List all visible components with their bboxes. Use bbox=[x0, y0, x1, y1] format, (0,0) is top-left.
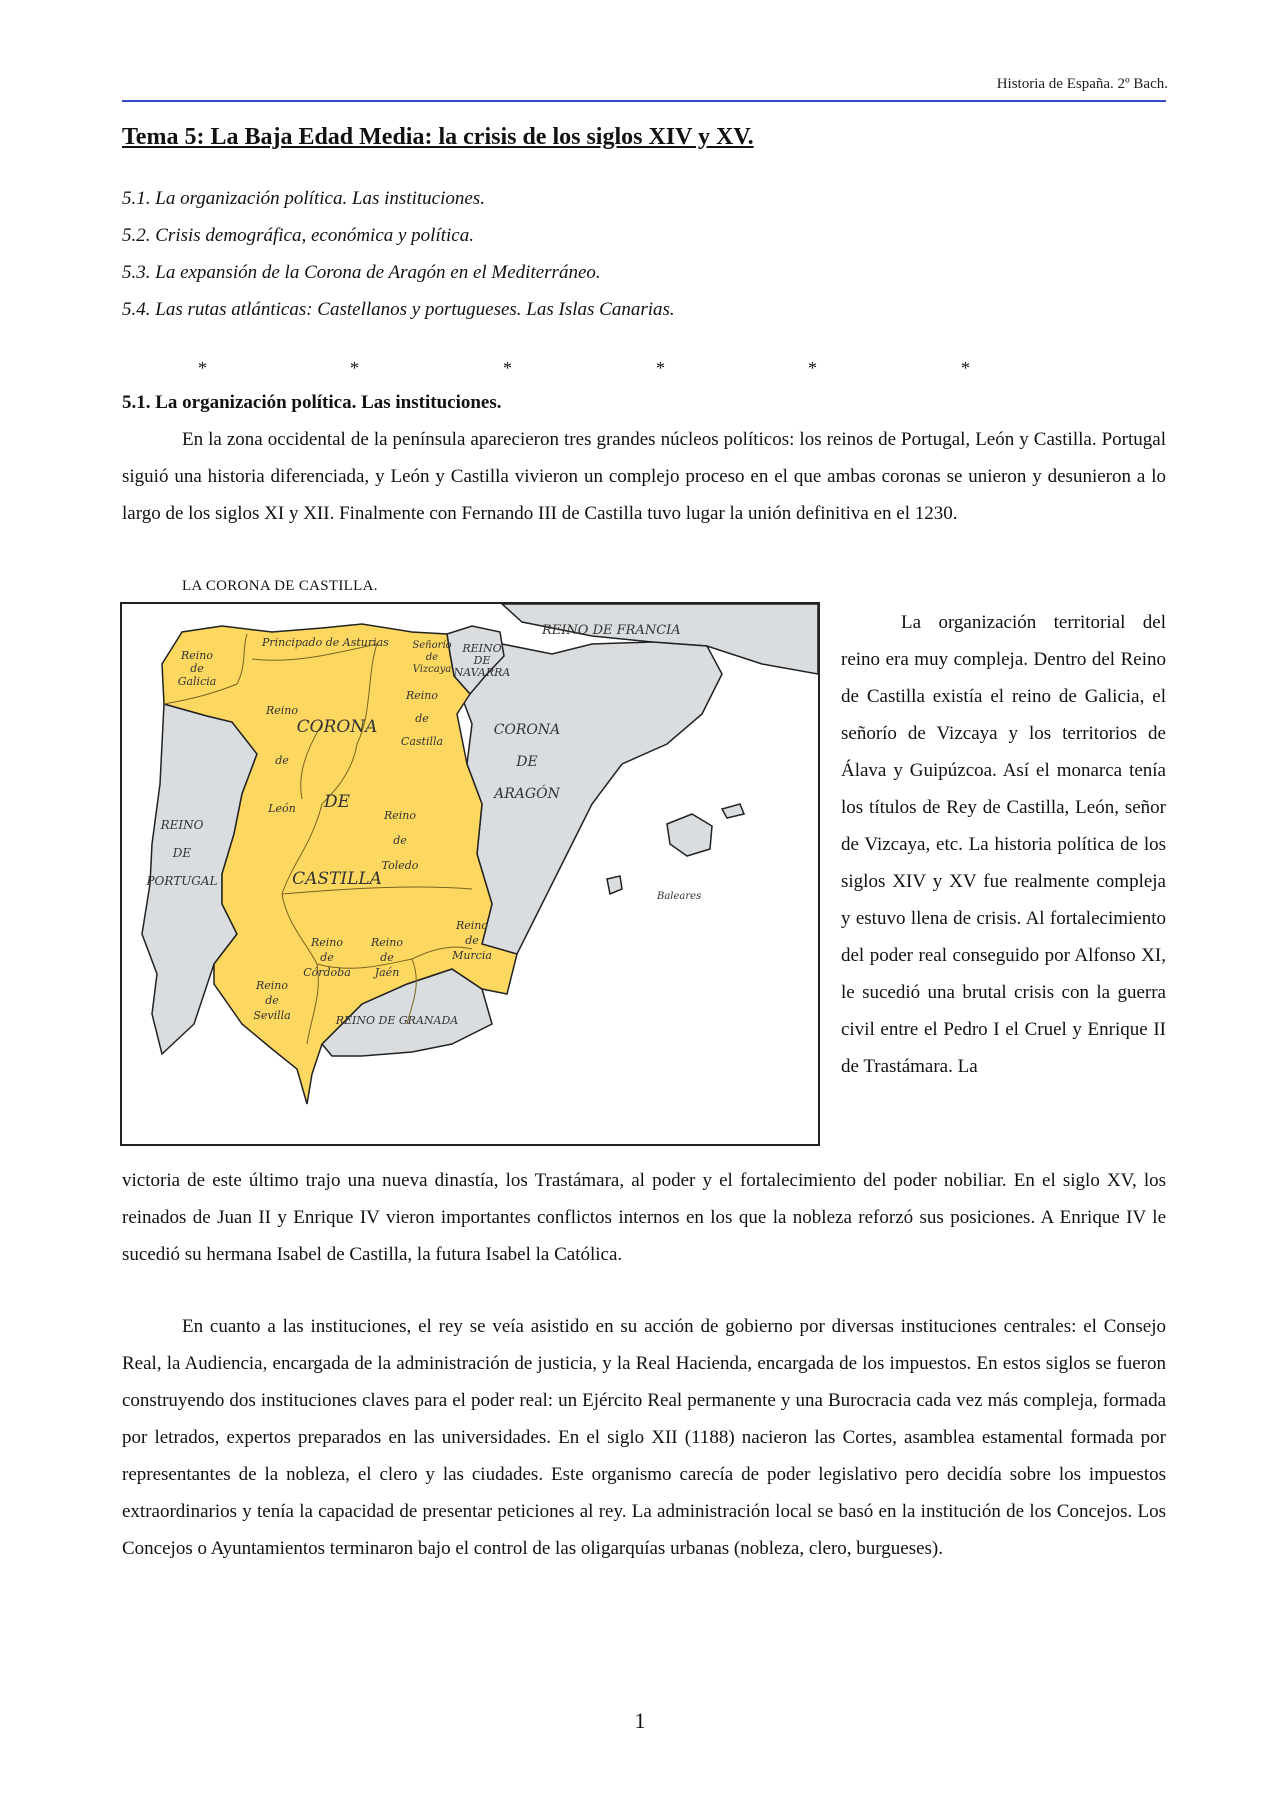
svg-text:Castilla: Castilla bbox=[400, 735, 444, 748]
label-portugal: REINO bbox=[160, 818, 204, 832]
label-corona-aragon: CORONA bbox=[493, 722, 561, 738]
svg-text:Córdoba: Córdoba bbox=[303, 966, 351, 979]
page-title: Tema 5: La Baja Edad Media: la crisis de los siglos XIV y XV. bbox=[122, 124, 754, 150]
svg-text:Galicia: Galicia bbox=[177, 675, 217, 688]
label-sevilla: Reino bbox=[255, 979, 289, 992]
svg-text:de: de bbox=[380, 951, 394, 964]
svg-text:Vizcaya: Vizcaya bbox=[412, 664, 452, 675]
separator-star: * bbox=[198, 358, 207, 378]
separator-star: * bbox=[350, 358, 359, 378]
toc-item: 5.3. La expansión de la Corona de Aragón en el Mediterráneo. bbox=[122, 262, 601, 283]
separator-star: * bbox=[503, 358, 512, 378]
map-svg bbox=[122, 604, 818, 1144]
label-jaen: Reino bbox=[370, 936, 404, 949]
label-cordoba: Reino bbox=[310, 936, 344, 949]
svg-text:Toledo: Toledo bbox=[381, 859, 419, 872]
paragraph-institutions: En cuanto a las instituciones, el rey se veía asistido en su acción de gobierno por diversas instituciones centrales: el Consejo Real, la Audiencia, encargada de la administración de justicia, y la Real Hacienda, encargada de los impuestos. En estos siglos se fueron construyendo dos instituciones claves para el poder real: un Ejército Real permanente y una Burocracia cada vez más compleja, formada por letrados, expertos preparados en las universidades. En el siglo XII (1188) nacieron las Cortes, asamblea estamental formada por representantes de la nobleza, el clero y las ciudades. Este organismo carecía de poder legislativo pero decidía sobre los impuestos extraordinarios y tenía la capacidad de presentar peticiones al rey. La administración local se basó en la institución de los Concejos. Los Concejos o Ayuntamientos terminaron bajo el control de las oligarquías urbanas (nobleza, clero, burgueses). bbox=[122, 1316, 1166, 1559]
svg-text:de: de bbox=[415, 712, 429, 725]
label-toledo: Reino bbox=[383, 809, 417, 822]
toc-item: 5.2. Crisis demográfica, económica y política. bbox=[122, 225, 474, 246]
svg-text:Sevilla: Sevilla bbox=[253, 1009, 291, 1022]
paragraph-intro: En la zona occidental de la península aparecieron tres grandes núcleos políticos: los reinos de Portugal, León y Castilla. Portugal siguió una historia diferenciada, y León y Castilla vivieron un complejo proceso en el que ambas coronas se unieron y desunieron a lo largo de los siglos XI y XII. Finalmente con Fernando III de Castilla tuvo lugar la unión definitiva en el 1230. bbox=[122, 429, 1166, 524]
label-castilla-reino: Reino bbox=[405, 689, 439, 702]
section-heading: 5.1. La organización política. Las instituciones. bbox=[122, 392, 502, 413]
svg-text:León: León bbox=[268, 802, 296, 815]
label-francia: REINO DE FRANCIA bbox=[542, 623, 681, 638]
label-asturias: Principado de Asturias bbox=[262, 636, 389, 649]
header-rule bbox=[122, 100, 1166, 102]
svg-text:de: de bbox=[425, 652, 439, 663]
paragraph-continuation: victoria de este último trajo una nueva dinastía, los Trastámara, al poder y el fortalecimiento del poder nobiliar. En el siglo XV, los reinados de Juan II y Enrique IV vieron importantes conflictos internos en los que la nobleza reforzó sus posiciones. A Enrique IV le sucedió su hermana Isabel de Castilla, la futura Isabel la Católica. bbox=[122, 1170, 1166, 1265]
svg-text:CASTILLA: CASTILLA bbox=[292, 869, 382, 889]
separator-star: * bbox=[808, 358, 817, 378]
map-caption: LA CORONA DE CASTILLA. bbox=[182, 578, 378, 594]
svg-text:de: de bbox=[190, 662, 204, 675]
table-of-contents bbox=[122, 180, 675, 328]
running-header: Historia de España. 2º Bach. bbox=[996, 76, 1168, 92]
svg-text:NAVARRA: NAVARRA bbox=[453, 666, 511, 679]
svg-text:de: de bbox=[320, 951, 334, 964]
svg-text:DE: DE bbox=[323, 792, 351, 812]
svg-text:PORTUGAL: PORTUGAL bbox=[146, 874, 218, 888]
svg-text:DE: DE bbox=[172, 846, 192, 860]
map-island-ibiza bbox=[607, 876, 622, 894]
svg-text:Jaén: Jaén bbox=[374, 966, 400, 979]
label-galicia: Reino bbox=[180, 649, 214, 662]
map-figure bbox=[120, 602, 820, 1146]
map-island-mallorca bbox=[667, 814, 712, 856]
label-leon-reino: Reino bbox=[265, 704, 299, 717]
page-number: 1 bbox=[634, 1708, 646, 1733]
svg-text:DE: DE bbox=[516, 754, 538, 770]
svg-text:Murcia: Murcia bbox=[452, 949, 492, 962]
label-murcia: Reino bbox=[455, 919, 489, 932]
svg-text:de: de bbox=[265, 994, 279, 1007]
label-granada: REINO DE GRANADA bbox=[335, 1014, 459, 1027]
float-text: La organización territorial del reino era muy compleja. Dentro del Reino de Castilla existía el reino de Galicia, el señorío de Vizcaya y los territorios de Álava y Guipúzcoa. Así el monarca tenía los títulos de Rey de Castilla, León, señor de Vizcaya, etc. La historia política de los siglos XIV y XV fue realmente compleja y estuvo llena de crisis. Al fortalecimiento del poder real conseguido por Alfonso XI, le sucedió una brutal crisis con la guerra civil entre el Pedro I el Cruel y Enrique II de Trastámara. La bbox=[841, 612, 1166, 1077]
map-island-menorca bbox=[722, 804, 744, 818]
svg-text:de: de bbox=[275, 754, 289, 767]
separator-star: * bbox=[961, 358, 970, 378]
svg-text:DE: DE bbox=[473, 654, 491, 667]
star-separator bbox=[0, 358, 1280, 378]
toc-item: 5.4. Las rutas atlánticas: Castellanos y portugueses. Las Islas Canarias. bbox=[122, 299, 675, 320]
map-region-aragon bbox=[457, 642, 722, 964]
toc-item: 5.1. La organización política. Las instituciones. bbox=[122, 188, 485, 209]
label-corona-castilla: CORONA bbox=[296, 717, 378, 737]
separator-star: * bbox=[656, 358, 665, 378]
svg-text:ARAGÓN: ARAGÓN bbox=[494, 786, 560, 802]
label-vizcaya: Señorío bbox=[412, 640, 452, 651]
label-navarra: REINO bbox=[462, 642, 502, 655]
svg-text:de: de bbox=[465, 934, 479, 947]
label-baleares: Baleares bbox=[657, 891, 702, 902]
svg-text:de: de bbox=[393, 834, 407, 847]
